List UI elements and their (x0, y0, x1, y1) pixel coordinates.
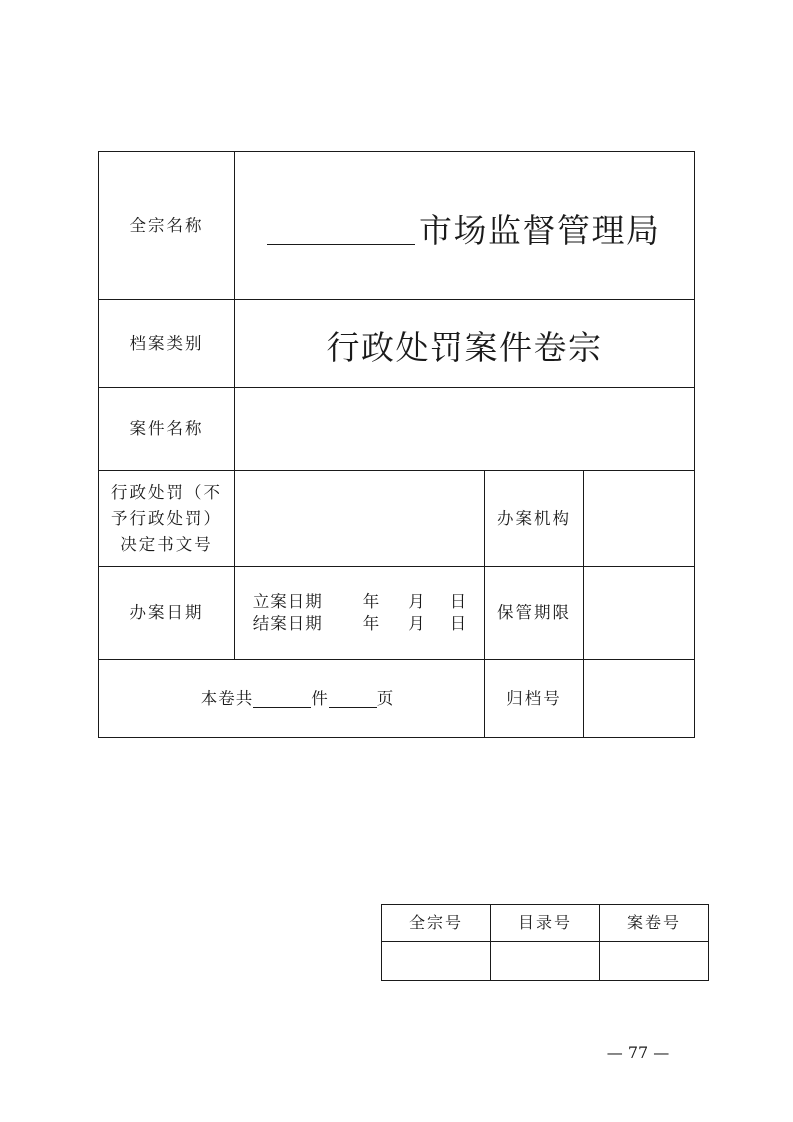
catalog-number-label: 目录号 (517, 913, 572, 932)
decision-number-label-line: 决定书文号 (120, 534, 213, 554)
case-name-label: 案件名称 (129, 419, 204, 438)
decision-number-label-line: 予行政处罚） (111, 508, 222, 528)
category-label: 档案类别 (129, 333, 204, 353)
category-value: 行政处罚案件卷宗 (326, 328, 603, 367)
day-unit: 日 (449, 592, 467, 611)
decision-number-label-line: 行政处罚（不 (111, 482, 222, 502)
pieces-unit: 件 (311, 688, 329, 708)
handling-date-field (235, 567, 484, 659)
volume-number-label: 案卷号 (626, 913, 681, 932)
year-unit: 年 (362, 592, 380, 611)
handling-date-lines (253, 591, 467, 635)
pages-blank-line (329, 689, 377, 708)
fonds-name-blank-line (267, 212, 415, 245)
fonds-name-label: 全宗名称 (129, 215, 204, 235)
month-unit: 月 (408, 614, 425, 633)
page-number: — 77 — (606, 1043, 670, 1062)
year-unit: 年 (362, 614, 380, 633)
fonds-number-label: 全宗号 (408, 913, 463, 932)
decision-number-label (99, 471, 234, 566)
case-cover-table (98, 151, 695, 738)
fonds-number-field (382, 942, 490, 980)
pieces-blank-line (253, 689, 311, 708)
month-unit: 月 (408, 592, 425, 611)
retention-period-field (584, 567, 694, 659)
catalog-number-field (491, 942, 599, 980)
pages-unit: 页 (376, 688, 395, 708)
decision-number-field (235, 471, 484, 566)
handling-date-label: 办案日期 (129, 603, 204, 622)
fonds-name-value: 市场监督管理局 (419, 211, 661, 250)
closing-date-label: 结案日期 (252, 614, 323, 633)
filing-date-label: 立案日期 (252, 592, 323, 611)
closing-date-line (253, 613, 467, 635)
volume-count-field (99, 660, 484, 737)
agency-label: 办案机构 (497, 508, 571, 528)
file-number-table (381, 904, 709, 981)
volume-number-field (600, 942, 708, 980)
case-name-field (235, 388, 694, 470)
day-unit: 日 (449, 614, 467, 633)
archive-number-field (584, 660, 694, 737)
filing-date-line (253, 591, 467, 613)
agency-field (584, 471, 694, 566)
fonds-name-field (235, 152, 694, 299)
archive-number-label: 归档号 (506, 688, 562, 708)
retention-period-label: 保管期限 (497, 603, 571, 622)
volume-prefix: 本卷共 (200, 688, 254, 708)
